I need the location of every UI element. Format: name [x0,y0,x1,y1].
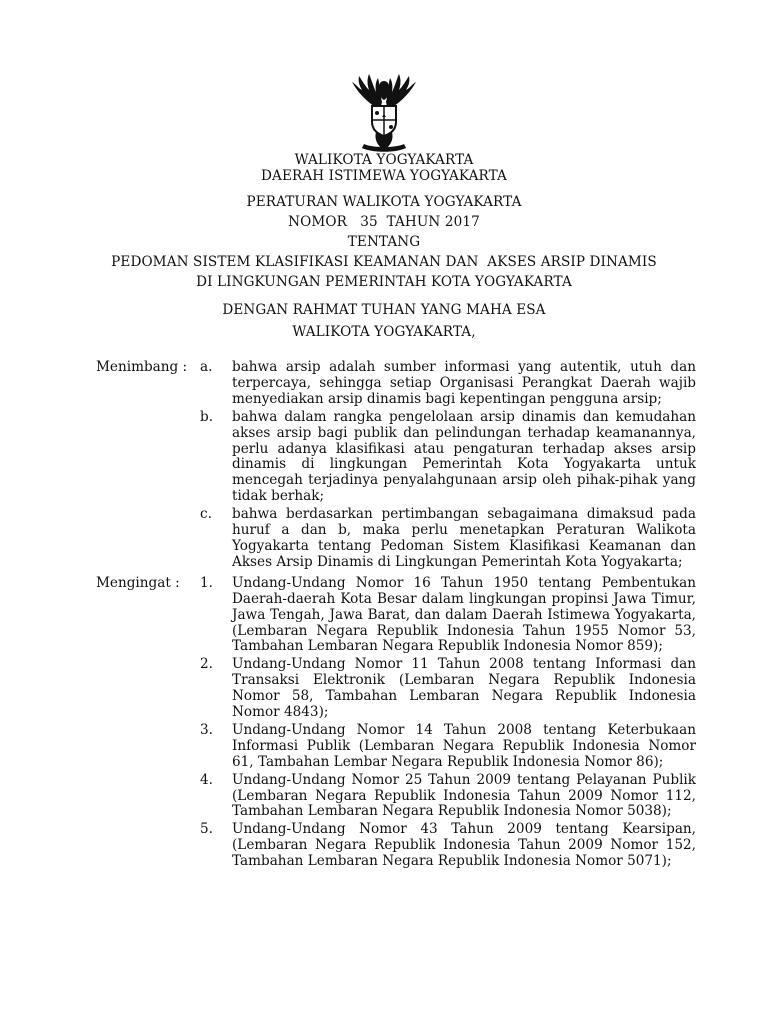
document-header [0,152,768,340]
item-text: Undang-Undang Nomor 11 Tahun 2008 tentang Informasi dan Transaksi Elektronik (Lembaran Negara Republik Indonesia Nomor 58, Tambahan Lembaran Negara Republik Indonesia Nomor 4843); [232,656,696,721]
issuer-title: WALIKOTA YOGYAKARTA [294,152,474,168]
garuda-emblem-icon [336,70,432,156]
menimbang-section [96,360,696,573]
item-marker: 3. [200,721,213,738]
opening-line-2: WALIKOTA YOGYAKARTA, [292,324,476,340]
item-text: Undang-Undang Nomor 43 Tahun 2009 tentang Kearsipan, (Lembaran Negara Republik Indonesia Tahun 2009 Nomor 152, Tambahan Lembaran Negara Republik Indonesia Nomor 5071); [232,821,696,870]
list-item [200,576,696,656]
regulation-number: NOMOR 35 TAHUN 2017 [288,214,480,230]
item-text: bahwa dalam rangka pengelolaan arsip dinamis dan kemudahan akses arsip bagi publik dan pelindungan terhadap keamanannya, perlu adanya klasifikasi atau pengaturan terhadap akses arsip dinamis di lingkungan Pemerintah Kota Yogyakarta untuk mencegah terjadinya penyalahgunaan arsip oleh pihak-pihak yang tidak berhak; [232,408,696,505]
list-item [200,410,696,505]
opening-line-1: DENGAN RAHMAT TUHAN YANG MAHA ESA [222,302,546,318]
item-marker: 2. [200,656,213,673]
item-text: Undang-Undang Nomor 16 Tahun 1950 tentang Pembentukan Daerah-daerah Kota Besar dalam lingkungan propinsi Jawa Timur, Jawa Tengah, Jawa Barat, dan dalam Daerah Istimewa Yogyakarta, (Lembaran Negara Republik Indonesia Tahun 1955 Nomor 53, Tambahan Lembaran Negara Republik Indonesia Nomor 859); [232,574,696,655]
subject-line-1: PEDOMAN SISTEM KLASIFIKASI KEAMANAN DAN AKSES ARSIP DINAMIS [111,254,657,270]
menimbang-label: Menimbang : [96,359,188,375]
mengingat-section [96,576,696,872]
regulation-title: PERATURAN WALIKOTA YOGYAKARTA [246,194,522,210]
item-text: Undang-Undang Nomor 14 Tahun 2008 tentang Keterbukaan Informasi Publik (Lembaran Negara Republik Indonesia Nomor 61, Tambahan Lembar Negara Republik Indonesia Nomor 86); [232,721,696,770]
tentang-label: TENTANG [347,234,421,250]
list-item [200,822,696,870]
list-item [200,507,696,571]
item-marker: 5. [200,821,213,838]
mengingat-label: Mengingat : [96,574,180,591]
issuer-region: DAERAH ISTIMEWA YOGYAKARTA [261,168,507,184]
item-marker: c. [200,506,212,523]
item-marker: a. [200,359,213,375]
list-item [200,723,696,771]
list-item [200,773,696,821]
item-marker: b. [200,408,214,425]
document-body [96,360,696,872]
list-item [200,360,696,408]
item-marker: 1. [200,574,213,591]
list-item [200,657,696,721]
subject-line-2: DI LINGKUNGAN PEMERINTAH KOTA YOGYAKARTA [196,274,572,290]
item-text: bahwa berdasarkan pertimbangan sebagaimana dimaksud pada huruf a dan b, maka perlu menetapkan Peraturan Walikota Yogyakarta tentang Pedoman Sistem Klasifikasi Keamanan dan Akses Arsip Dinamis di Lingkungan Pemerintah Kota Yogyakarta; [232,506,696,570]
item-marker: 4. [200,771,213,788]
item-text: Undang-Undang Nomor 25 Tahun 2009 tentang Pelayanan Publik (Lembaran Negara Republik Indonesia Tahun 2009 Nomor 112, Tambahan Lembaran Negara Republik Indonesia Nomor 5038); [232,771,696,820]
item-text: bahwa arsip adalah sumber informasi yang autentik, utuh dan terpercaya, sehingga setiap Organisasi Perangkat Daerah wajib menyediakan arsip dinamis bagi kepentingan pengguna arsip; [232,359,696,407]
